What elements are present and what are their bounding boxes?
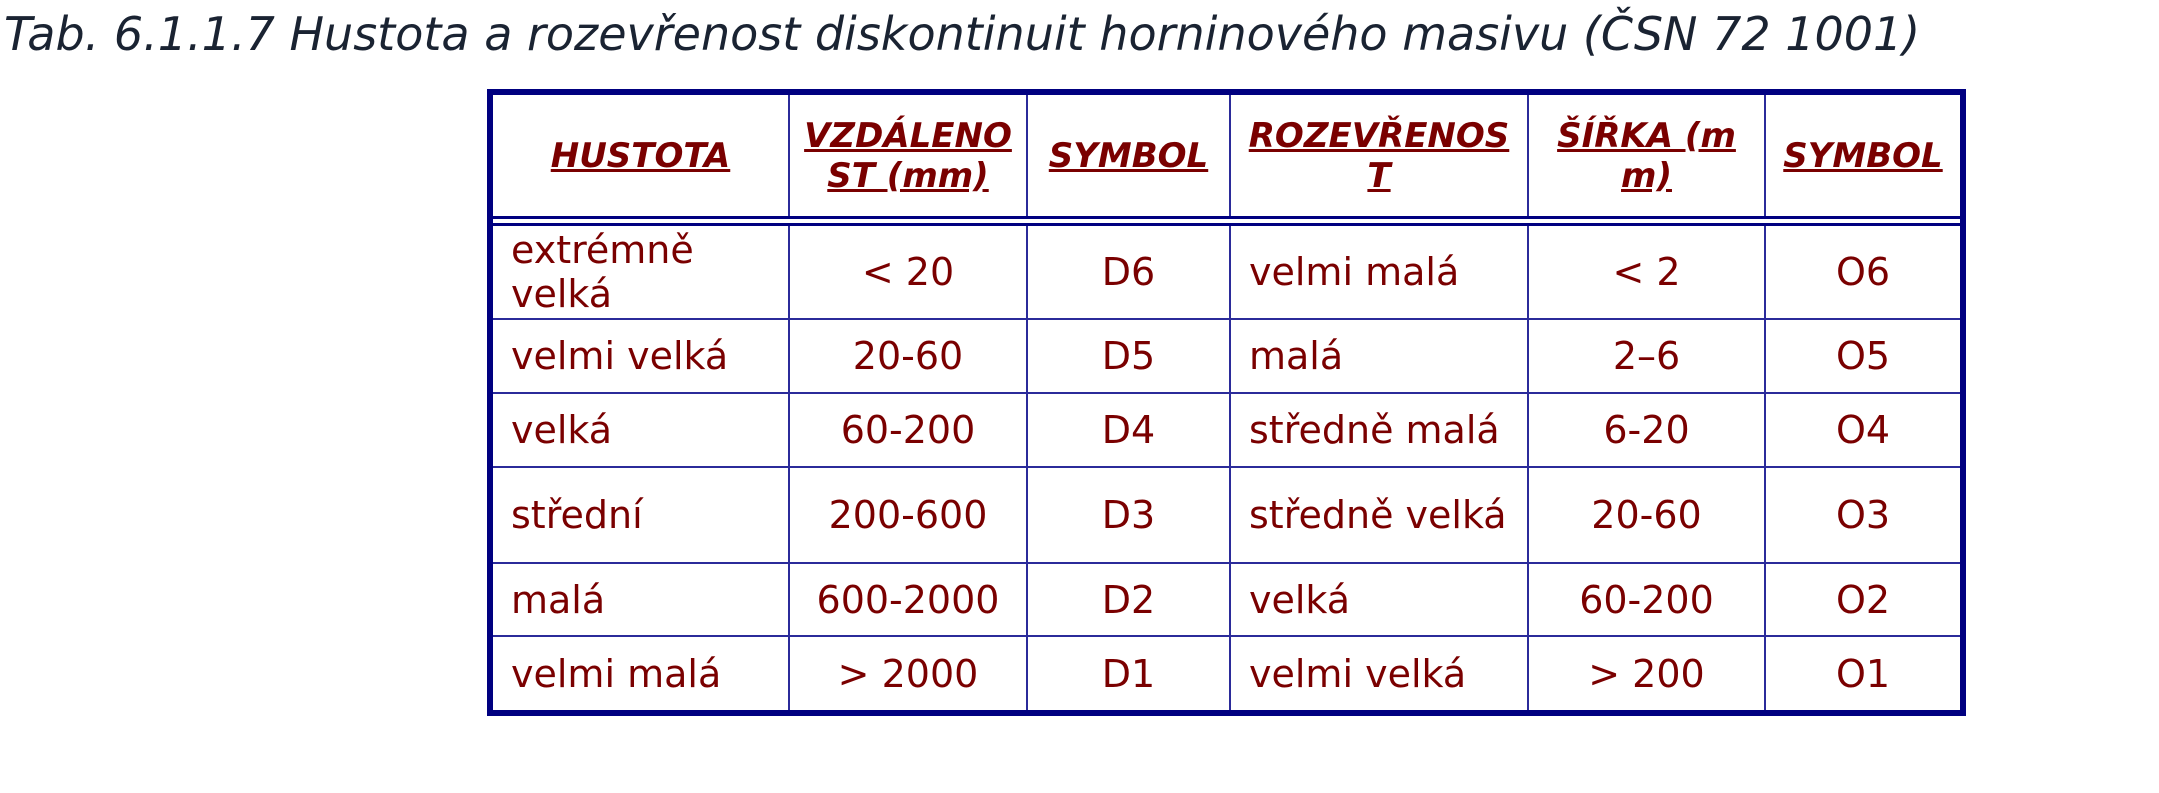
discontinuity-table: [487, 89, 1966, 716]
cell-spacing: 600-2000: [789, 563, 1027, 637]
header-width: ŠÍŘKA (mm): [1528, 95, 1765, 221]
cell-density-symbol: D2: [1027, 563, 1230, 637]
table-row: [493, 319, 1960, 393]
cell-spacing: 20-60: [789, 319, 1027, 393]
header-density-symbol: SYMBOL: [1027, 95, 1230, 221]
cell-density-symbol: D5: [1027, 319, 1230, 393]
cell-density-symbol: D1: [1027, 636, 1230, 710]
cell-density-symbol: D4: [1027, 393, 1230, 467]
cell-spacing: > 2000: [789, 636, 1027, 710]
header-spacing: VZDÁLENOST (mm): [789, 95, 1027, 221]
cell-aperture: středně malá: [1230, 393, 1528, 467]
header-aperture-symbol: SYMBOL: [1765, 95, 1960, 221]
cell-aperture-symbol: O1: [1765, 636, 1960, 710]
cell-aperture: velmi malá: [1230, 221, 1528, 319]
table-caption: Tab. 6.1.1.7 Hustota a rozevřenost diskontinuit horninového masivu (ČSN 72 1001): [4, 7, 1921, 61]
cell-aperture: velká: [1230, 563, 1528, 637]
cell-density: velká: [493, 393, 789, 467]
table-row: [493, 636, 1960, 710]
cell-density: malá: [493, 563, 789, 637]
cell-density: střední: [493, 467, 789, 563]
header-density: HUSTOTA: [493, 95, 789, 221]
table-row: [493, 563, 1960, 637]
cell-width: 20-60: [1528, 467, 1765, 563]
cell-width: 6-20: [1528, 393, 1765, 467]
cell-density: velmi velká: [493, 319, 789, 393]
cell-width: < 2: [1528, 221, 1765, 319]
cell-aperture-symbol: O2: [1765, 563, 1960, 637]
cell-aperture-symbol: O5: [1765, 319, 1960, 393]
cell-width: > 200: [1528, 636, 1765, 710]
cell-aperture: velmi velká: [1230, 636, 1528, 710]
cell-aperture: středně velká: [1230, 467, 1528, 563]
cell-spacing: < 20: [789, 221, 1027, 319]
cell-density-symbol: D6: [1027, 221, 1230, 319]
cell-aperture-symbol: O4: [1765, 393, 1960, 467]
cell-width: 60-200: [1528, 563, 1765, 637]
table-row: [493, 393, 1960, 467]
table-row: [493, 467, 1960, 563]
cell-density: velmi malá: [493, 636, 789, 710]
cell-spacing: 200-600: [789, 467, 1027, 563]
cell-aperture: malá: [1230, 319, 1528, 393]
discontinuity-grid: [493, 95, 1960, 710]
cell-density: extrémně velká: [493, 221, 789, 319]
cell-aperture-symbol: O6: [1765, 221, 1960, 319]
cell-density-symbol: D3: [1027, 467, 1230, 563]
header-aperture: ROZEVŘENOST: [1230, 95, 1528, 221]
cell-spacing: 60-200: [789, 393, 1027, 467]
table-row: [493, 221, 1960, 319]
header-row: [493, 95, 1960, 221]
cell-aperture-symbol: O3: [1765, 467, 1960, 563]
cell-width: 2–6: [1528, 319, 1765, 393]
